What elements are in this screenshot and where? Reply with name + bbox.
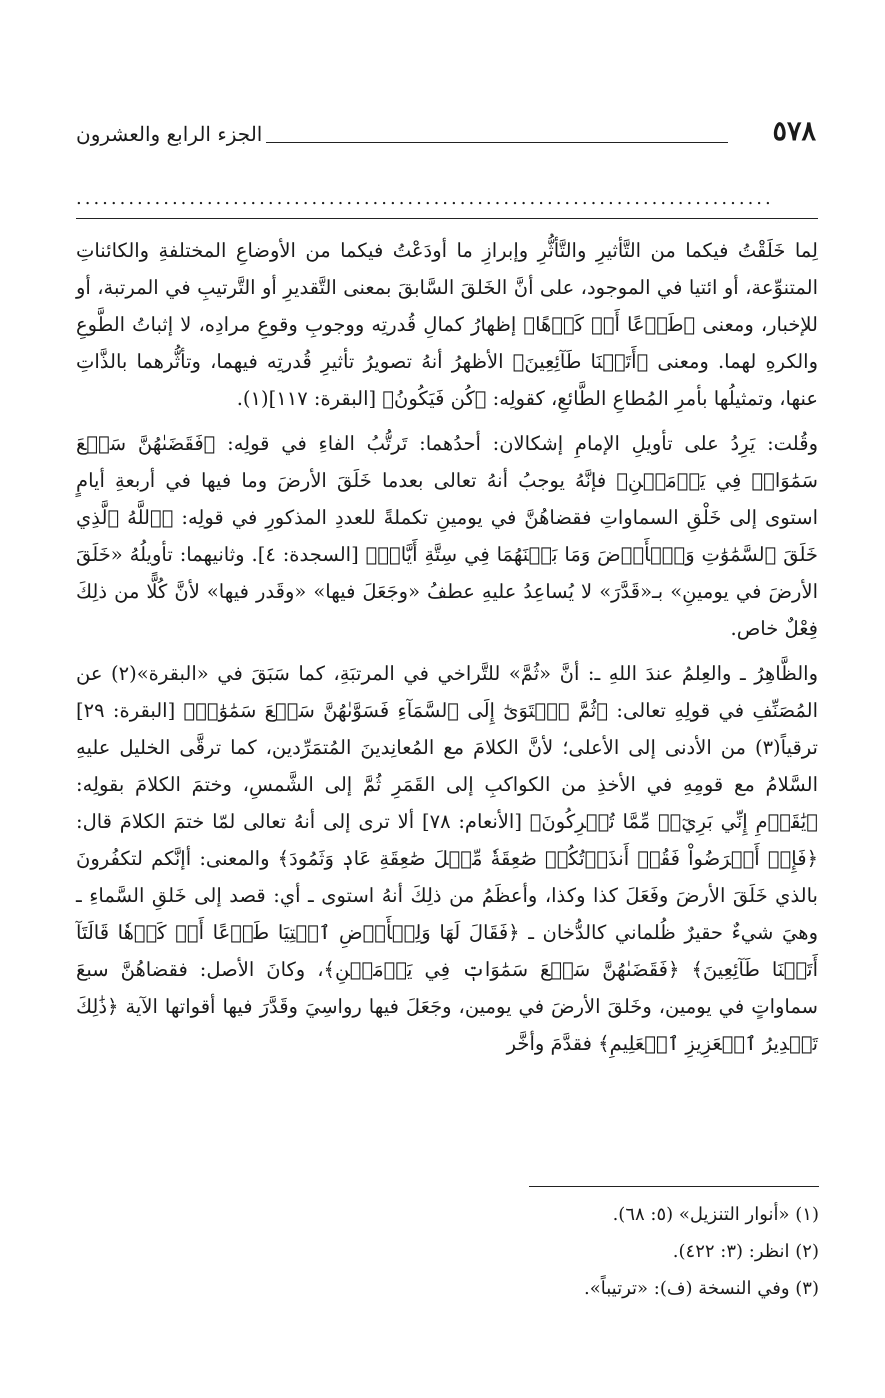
running-title: الجزء الرابع والعشرون [76, 122, 263, 146]
footnotes [79, 1196, 819, 1307]
main-text [76, 232, 818, 1070]
paragraph-2: وقُلت: يَرِدُ على تأويلِ الإمامِ إشكالان: أحدُهما: تَرتُّبُ الفاءِ في قولِه: ﴿فَقَضَىٰهُنَّ سَبۡعَ سَمَٰوَاتٖ فِي يَوۡمَيۡنِ﴾ فإنَّهُ يوجبُ أنهُ تعالى بعدما خَلَقَ الأرضَ وما فيها في أربعةِ أيامٍ استوى إلى خَلْقِ السماواتِ فقضاهُنَّ في يومينِ تكملةً للعددِ المذكورِ في قولِه: ﴿ٱللَّهُ ٱلَّذِي خَلَقَ ٱلسَّمَٰوَٰتِ وَٱلۡأَرۡضَ وَمَا بَيۡنَهُمَا فِي سِتَّةِ أَيَّامٖ﴾ [السجدة: ٤]. وثانيهما: تأويلُهُ «خَلَقَ الأرضَ في يومينِ» بـ«قَدَّرَ» لا يُساعِدُ عليهِ عطفُ «وجَعَلَ فيها» «وقَدر فيها» لأنَّ كُلًّا من ذلِكَ فِعْلٌ خاص. [76, 432, 818, 640]
footnote-2: (٢) انظر: (٣: ٤٢٢). [672, 1241, 819, 1262]
footnote-3: (٣) وفي النسخة (ف): «ترتيباً». [584, 1278, 819, 1299]
separator-rule [76, 218, 818, 219]
paragraph-1: لِما خَلَقْتُ فيكما من التَّأثيرِ والتَّأثُّرِ وإبرازِ ما أودَعْتُ فيكما من الأوضاعِ المختلفةِ والكائناتِ المتنوِّعة، أو ائتيا في الموجود، على أنَّ الخَلقَ السَّابقَ بمعنى التَّقديرِ أو التَّرتيبِ في المرتبة، أو للإخبار، ومعنى ﴿طَوۡعًا أَوۡ كَرۡهًا﴾ إظهارُ كمالِ قُدرتِه ووجوبِ وقوعِ مرادِه، لا إثباتُ الطَّوعِ والكرهِ لهما. ومعنى ﴿أَتَيۡنَا طَآئِعِينَ﴾ الأظهرُ أنهُ تصويرُ تأثيرِ قُدرتِه فيهما، وتأثُّرهما بالذَّاتِ عنها، وتمثيلُها بأمرِ المُطاعِ الطَّائعِ، كقولِه: ﴿كُن فَيَكُونُ﴾ [البقرة: ١١٧](١). [76, 239, 818, 410]
header-rule [266, 142, 728, 143]
page-number: ٥٧٨ [772, 116, 816, 147]
separator-dots: ................................................................................ [76, 188, 774, 209]
footnote-rule [529, 1186, 819, 1187]
paragraph-3: والظَّاهِرُ ـ والعِلمُ عندَ اللهِ ـ: أنَّ «ثُمَّ» للتَّراخي في المرتبَةِ، كما سَبَقَ في «البقرة»(٢) عن المُصَنِّفِ في قولِهِ تعالى: ﴿ثُمَّ ٱسۡتَوَىٰٓ إِلَى ٱلسَّمَآءِ فَسَوَّىٰهُنَّ سَبۡعَ سَمَٰوَٰتٖ﴾ [البقرة: ٢٩] ترقياً(٣) من الأدنى إلى الأعلى؛ لأنَّ الكلامَ مع المُعانِدينَ المُتمَرِّدين، كما ترقَّى الخليل عليهِ السَّلامُ مع قومِهِ في الأخذِ من الكواكبِ إلى القَمَرِ ثُمَّ إلى الشَّمسِ، وختمَ الكلامَ بقولِه: ﴿يَٰقَوۡمِ إِنِّي بَرِيٓءٞ مِّمَّا تُشۡرِكُونَ﴾ [الأنعام: ٧٨] ألا ترى إلى أنهُ تعالى لمّا ختمَ الكلامَ قال: ﴿فَإِنۡ أَعۡرَضُواْ فَقُلۡ أَنذَرۡتُكُمۡ صَٰعِقَةٗ مِّثۡلَ صَٰعِقَةِ عَادٖ وَثَمُودَ﴾ والمعنى: أإنَّكم لتكفُرونَ بالذي خَلَقَ الأرضَ وفَعَلَ كذا وكذا، وأعظَمُ من ذلِكَ أنهُ استوى ـ أي: قصد إلى خَلقِ السَّماءِ ـ وهيَ شيءٌ حقيرٌ ظُلماني كالدُّخان ـ ﴿فَقَالَ لَهَا وَلِلۡأَرۡضِ ٱئۡتِيَا طَوۡعًا أَوۡ كَرۡهٗا قَالَتَآ أَتَيۡنَا طَآئِعِينَ﴾ ﴿فَقَضَىٰهُنَّ سَبۡعَ سَمَٰوَاتٖ فِي يَوۡمَيۡنِ﴾، وكانَ الأصل: فقضاهُنَّ سبعَ سماواتٍ في يومين، وخَلقَ الأرضَ في يومين، وجَعَلَ فيها رواسِيَ وقَدَّرَ فيها أقواتها الآية ﴿ذَٰلِكَ تَقۡدِيرُ ٱلۡعَزِيزِ ٱلۡعَلِيمِ﴾ فقدَّمَ وأخَّر [76, 662, 819, 1055]
page-header [76, 116, 816, 156]
footnote-1: (١) «أنوار التنزيل» (٥: ٦٨). [612, 1204, 819, 1225]
